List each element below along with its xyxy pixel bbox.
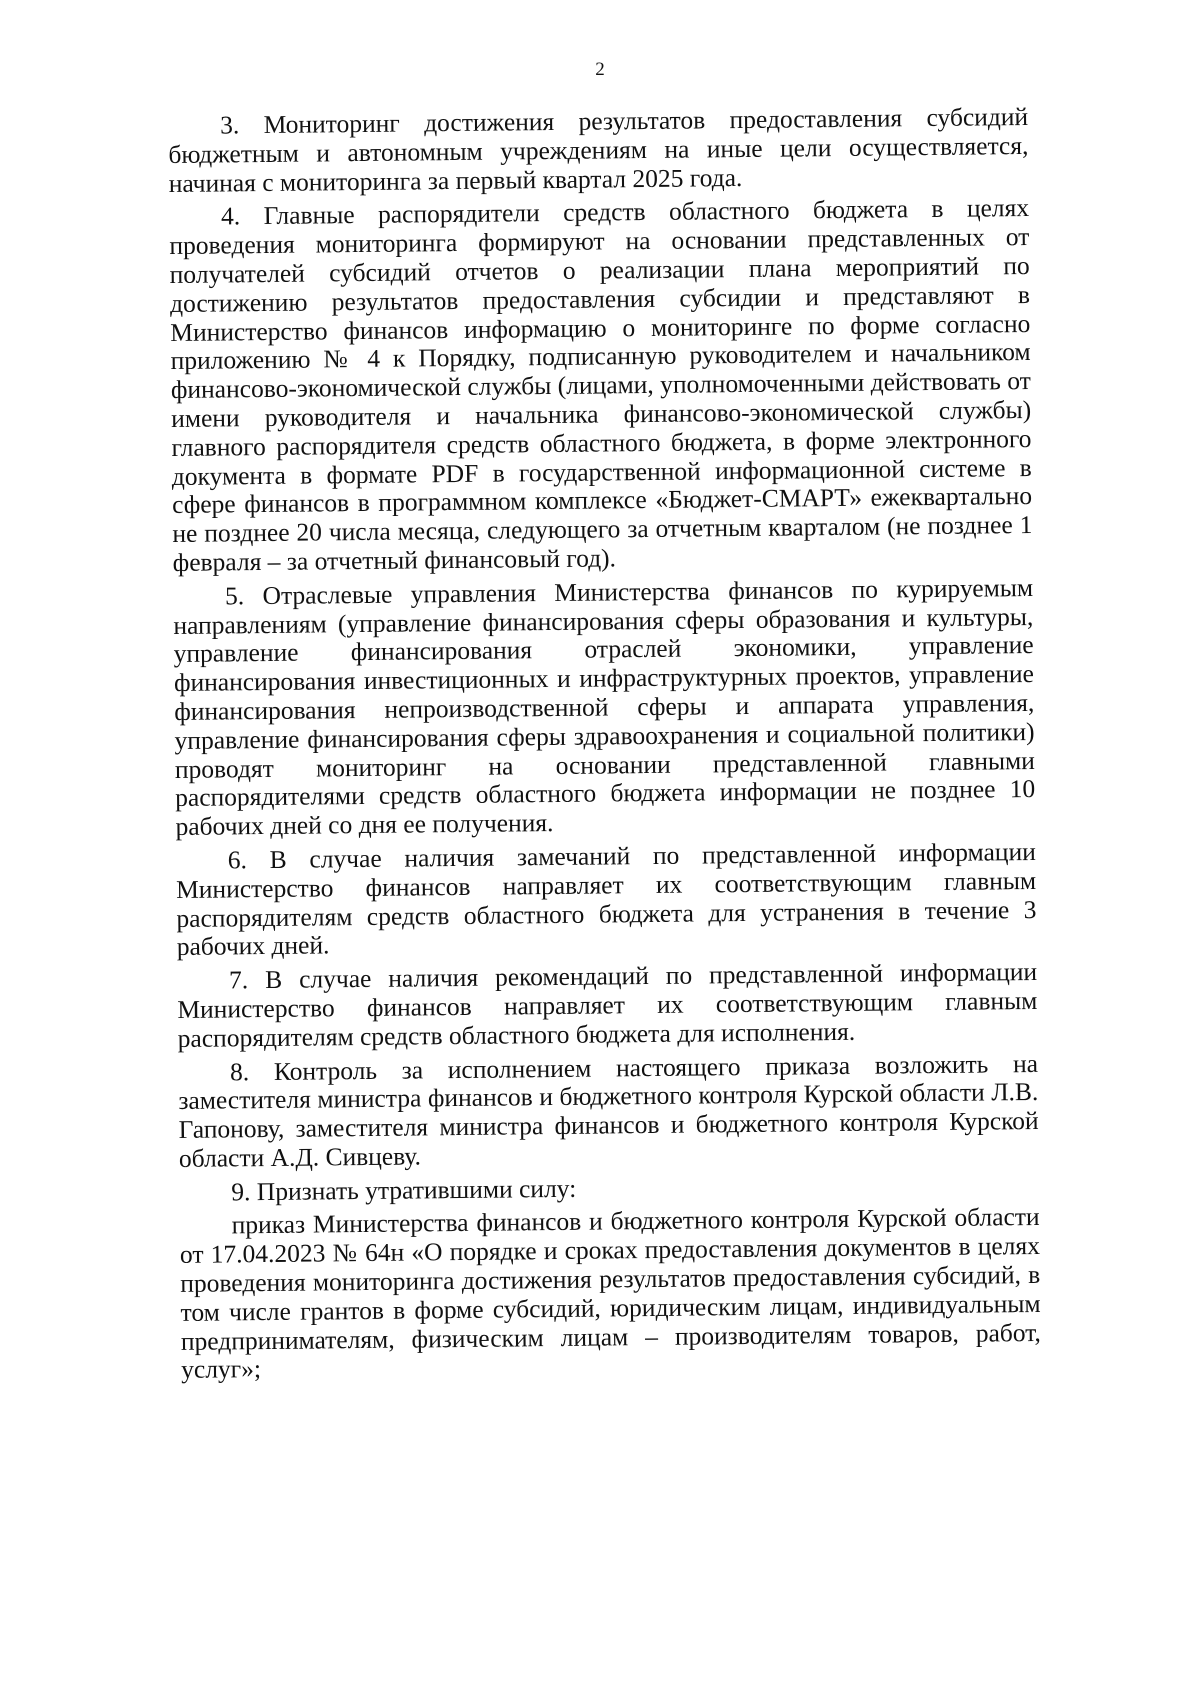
paragraph-4: 4. Главные распорядители средств областного бюджета в целях проведения мониторинга формируют на основании представленных от получателей субсидий отчетов о реализации плана мероприятий по достижению результатов предоставления субсидии и представляют в Министерство финансов информацию о мониторинге по форме согласно приложению № 4 к Порядку, подписанную руководителем и начальником финансово-экономической службы (лицами, уполномоченными действовать от имени руководителя и начальника финансово-экономической службы) главного распорядителя средств областного бюджета, в форме электронного документа в формате PDF в государственной информационной системе в сфере финансов в программном комплексе «Бюджет-СМАРТ» ежеквартально не позднее 20 числа месяца, следующего за отчетным кварталом (не позднее 1 февраля – за отчетный финансовый год). bbox=[169, 193, 1033, 577]
document-body bbox=[168, 103, 1041, 1390]
paragraph-7: 7. В случае наличия рекомендаций по представленной информации Министерство финансов направляет их соответствующим главным распорядителям средств областного бюджета для исполнения. bbox=[177, 957, 1038, 1053]
paragraph-5: 5. Отраслевые управления Министерства финансов по курируемым направлениям (управление финансирования сферы образования и культуры, управление финансирования отраслей экономики, управление финансирования инвестиционных и инфраструктурных проектов, управление финансирования непроизводственной сферы и аппарата управления, управление финансирования сферы здравоохранения и социальной политики) проводят мониторинг на основании представленной главными распорядителями средств областного бюджета информации не позднее 10 рабочих дней со дня ее получения. bbox=[173, 572, 1036, 842]
page-number: 2 bbox=[595, 59, 605, 80]
paragraph-3: 3. Мониторинг достижения результатов предоставления субсидий бюджетным и автономным учреждениям на иные цели осуществляется, начиная с мониторинга за первый квартал 2025 года. bbox=[168, 101, 1029, 198]
paragraph-8: 8. Контроль за исполнением настоящего приказа возложить на заместителя министра финансов и бюджетного контроля Курской области Л.В. Гапонову, заместителя министра финансов и бюджетного контроля Курской области А.Д. Сивцеву. bbox=[178, 1048, 1039, 1173]
paragraph-6: 6. В случае наличия замечаний по представленной информации Министерство финансов направляет их соответствующим главным распорядителям средств областного бюджета для устранения в течение 3 рабочих дней. bbox=[175, 836, 1037, 962]
paragraph-9: 9. Признать утратившими силу: bbox=[231, 1173, 577, 1207]
paragraph-9-order: приказ Министерства финансов и бюджетного контроля Курской области от 17.04.2023 № 64н «О порядке и сроках предоставления документов в целях проведения мониторинга достижения результатов предоставления субсидий, в том числе грантов в форме субсидий, юридическим лицам, индивидуальным предпринимателям, физическим лицам – производителям товаров, работ, услуг»; bbox=[179, 1202, 1041, 1385]
